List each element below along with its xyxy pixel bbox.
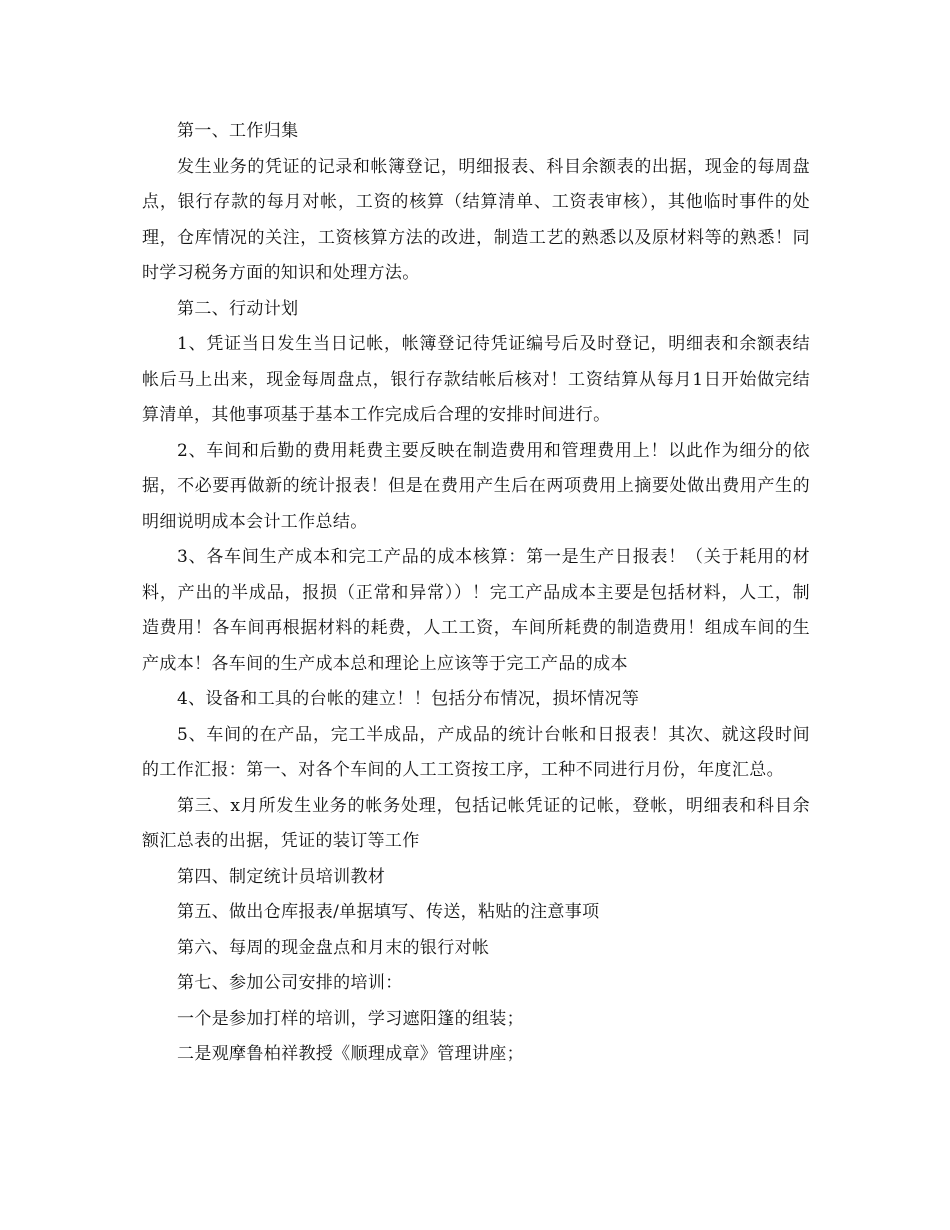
paragraph-plan-item-2: 2、车间和后勤的费用耗费主要反映在制造费用和管理费用上！以此作为细分的依据，不必要再做新的统计报表！但是在费用产生后在两项费用上摘要处做出费用产生的明细说明成本会计工作总结。 — [142, 440, 810, 532]
paragraph-section-1-body: 发生业务的凭证的记录和帐簿登记，明细报表、科目余额表的出据，现金的每周盘点，银行存款的每月对帐，工资的核算（结算清单、工资表审核），其他临时事件的处理，仓库情况的关注，工资核算方法的改进，制造工艺的熟悉以及原材料等的熟悉！同时学习税务方面的知识和处理方法。 — [142, 156, 810, 283]
paragraph-plan-item-1: 1、凭证当日发生当日记帐，帐簿登记待凭证编号后及时登记，明细表和余额表结帐后马上出来，现金每周盘点，银行存款结帐后核对！工资结算从每月1日开始做完结算清单，其他事项基于基本工作完成后合理的安排时间进行。 — [142, 334, 810, 425]
paragraph-plan-item-3: 3、各车间生产成本和完工产品的成本核算：第一是生产日报表！（关于耗用的材料，产出的半成品，报损（正常和异常））！完工产品成本主要是包括材料，人工，制造费用！各车间再根据材料的耗费，人工工资，车间所耗费的制造费用！组成车间的生产成本！各车间的生产成本总和理论上应该等于完工产品的成本 — [142, 547, 810, 674]
paragraph-section-3: 第三、x月所发生业务的帐务处理，包括记帐凭证的记帐，登帐，明细表和科目余额汇总表的出据，凭证的装订等工作 — [142, 795, 810, 851]
paragraph-section-4: 第四、制定统计员培训教材 — [177, 866, 386, 887]
paragraph-training-item-2: 二是观摩鲁柏祥教授《顺理成章》管理讲座； — [177, 1044, 524, 1064]
paragraph-plan-item-5: 5、车间的在产品，完工半成品，产成品的统计台帐和日报表！其次、就这段时间的工作汇报：第一、对各个车间的人工工资按工序，工种不同进行月份，年度汇总。 — [142, 724, 810, 780]
paragraph-plan-item-4: 4、设备和工具的台帐的建立！！包括分布情况，损坏情况等 — [177, 689, 640, 709]
paragraph-section-7: 第七、参加公司安排的培训： — [177, 973, 403, 993]
paragraph-section-1-heading: 第一、工作归集 — [177, 121, 299, 141]
document-body — [142, 114, 810, 1073]
paragraph-section-6: 第六、每周的现金盘点和月末的银行对帐 — [177, 937, 490, 958]
paragraph-training-item-1: 一个是参加打样的培训，学习遮阳篷的组装； — [177, 1008, 524, 1029]
paragraph-section-5: 第五、做出仓库报表/单据填写、传送，粘贴的注意事项 — [177, 902, 600, 922]
paragraph-section-2-heading: 第二、行动计划 — [177, 298, 299, 319]
